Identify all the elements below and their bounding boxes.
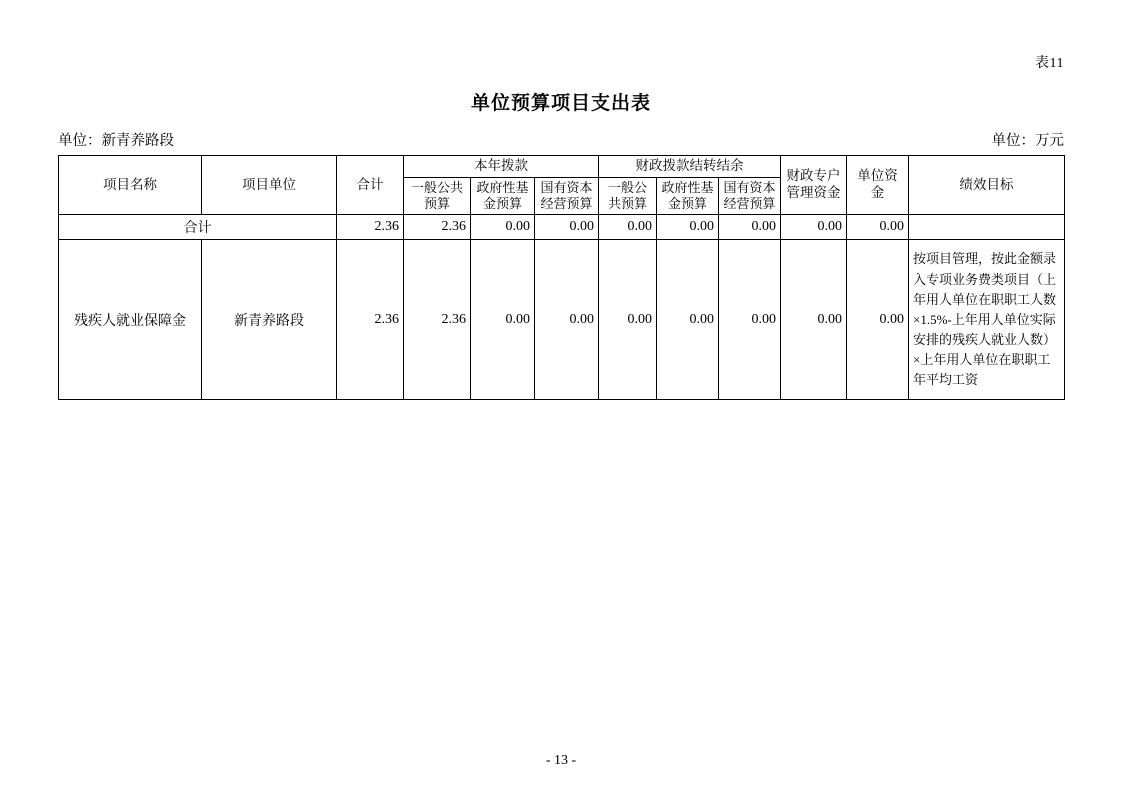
total-row-cy-state-capital: 0.00 — [535, 215, 599, 240]
total-row-performance-goal — [909, 215, 1065, 240]
budget-expenditure-table — [58, 155, 1065, 400]
table-row — [59, 240, 1065, 400]
total-row-cy-general: 2.36 — [404, 215, 471, 240]
total-row-co-general: 0.00 — [599, 215, 657, 240]
header-co-general-public-budget: 一般公共预算 — [599, 177, 657, 215]
row-co-general: 0.00 — [599, 240, 657, 400]
total-row-cy-gov-fund: 0.00 — [471, 215, 535, 240]
header-project-name: 项目名称 — [59, 156, 202, 215]
total-row-co-gov-fund: 0.00 — [657, 215, 719, 240]
table-row-total — [59, 215, 1065, 240]
table-label: 表11 — [1035, 56, 1064, 71]
total-row-co-state-capital: 0.00 — [719, 215, 781, 240]
row-project-name: 残疾人就业保障金 — [59, 240, 202, 400]
header-co-gov-fund-budget: 政府性基金预算 — [657, 177, 719, 215]
header-carryover-group: 财政拨款结转结余 — [599, 156, 781, 178]
row-cy-gov-fund: 0.00 — [471, 240, 535, 400]
unit-name-label: 单位：新青养路段 — [58, 133, 174, 149]
table-header-row-1 — [59, 156, 1065, 178]
header-unit-funds: 单位资金 — [847, 156, 909, 215]
header-cy-state-capital-budget: 国有资本经营预算 — [535, 177, 599, 215]
header-cy-general-public-budget: 一般公共预算 — [404, 177, 471, 215]
page-title: 单位预算项目支出表 — [470, 92, 651, 114]
header-project-unit: 项目单位 — [202, 156, 337, 215]
header-cy-gov-fund-budget: 政府性基金预算 — [471, 177, 535, 215]
total-row-special-account: 0.00 — [781, 215, 847, 240]
row-co-state-capital: 0.00 — [719, 240, 781, 400]
row-cy-state-capital: 0.00 — [535, 240, 599, 400]
row-cy-general: 2.36 — [404, 240, 471, 400]
header-performance-goal: 绩效目标 — [909, 156, 1065, 215]
row-special-account: 0.00 — [781, 240, 847, 400]
header-special-account: 财政专户管理资金 — [781, 156, 847, 215]
row-performance-goal: 按项目管理，按此金额录入专项业务费类项目（上年用人单位在职职工人数×1.5%-上年用人单位实际安排的残疾人就业人数）×上年用人单位在职职工年平均工资 — [909, 240, 1065, 400]
header-current-year-group: 本年拨款 — [404, 156, 599, 178]
row-project-unit: 新青养路段 — [202, 240, 337, 400]
page-number: - 13 - — [545, 753, 577, 768]
row-co-gov-fund: 0.00 — [657, 240, 719, 400]
row-unit-funds: 0.00 — [847, 240, 909, 400]
row-total: 2.36 — [337, 240, 404, 400]
total-row-label: 合计 — [59, 215, 337, 240]
meta-row — [58, 129, 1064, 150]
currency-unit-label: 单位：万元 — [991, 133, 1064, 149]
header-total: 合计 — [337, 156, 404, 215]
header-co-state-capital-budget: 国有资本经营预算 — [719, 177, 781, 215]
total-row-total: 2.36 — [337, 215, 404, 240]
total-row-unit-funds: 0.00 — [847, 215, 909, 240]
